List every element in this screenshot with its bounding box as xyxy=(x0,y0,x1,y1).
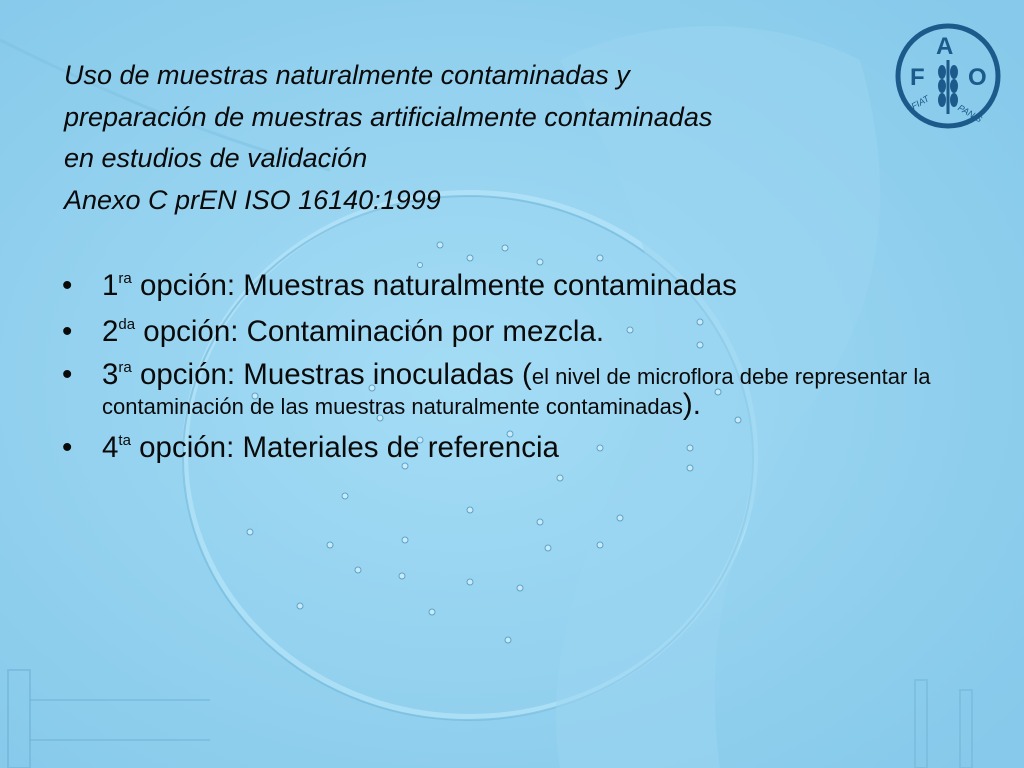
option-note: el nivel de microflora debe representar la contaminación de las muestras naturalmente contaminadas xyxy=(102,364,931,419)
bullet-icon: • xyxy=(62,269,73,302)
option-number: 4 xyxy=(102,431,119,464)
option-number: 3 xyxy=(102,358,119,391)
option-ordinal: ra xyxy=(118,270,132,287)
option-ordinal: da xyxy=(118,316,136,333)
svg-text:F: F xyxy=(910,64,925,91)
bullet-list xyxy=(62,268,962,476)
title-line-2: preparación de muestras artificialmente contaminadas xyxy=(64,101,713,132)
list-item xyxy=(62,360,962,420)
option-number: 2 xyxy=(102,315,119,348)
option-end: ). xyxy=(682,388,701,421)
bullet-icon: • xyxy=(62,358,73,391)
title-line-1: Uso de muestras naturalmente contaminadas y xyxy=(64,60,630,90)
option-ordinal: ra xyxy=(118,359,132,376)
list-item xyxy=(62,314,962,350)
option-ordinal: ta xyxy=(118,432,131,449)
list-item xyxy=(62,268,962,304)
option-text: opción: Muestras naturalmente contaminadas xyxy=(131,269,737,302)
svg-text:FIAT: FIAT xyxy=(909,93,931,112)
option-number: 1 xyxy=(102,269,119,302)
title-line-3: en estudios de validación xyxy=(64,143,368,173)
list-item xyxy=(62,430,962,466)
bullet-icon: • xyxy=(62,315,73,348)
option-text: opción: Contaminación por mezcla. xyxy=(135,315,605,348)
title-line-4: Anexo C prEN ISO 16140:1999 xyxy=(64,184,441,215)
svg-text:O: O xyxy=(968,64,987,91)
slide-title xyxy=(64,55,884,221)
bullet-icon: • xyxy=(62,431,73,464)
svg-text:A: A xyxy=(936,33,954,60)
option-text: opción: Materiales de referencia xyxy=(130,431,559,464)
svg-text:PANIS: PANIS xyxy=(956,102,984,125)
option-text: opción: Muestras inoculadas ( xyxy=(131,358,532,391)
fao-logo xyxy=(886,22,1010,130)
